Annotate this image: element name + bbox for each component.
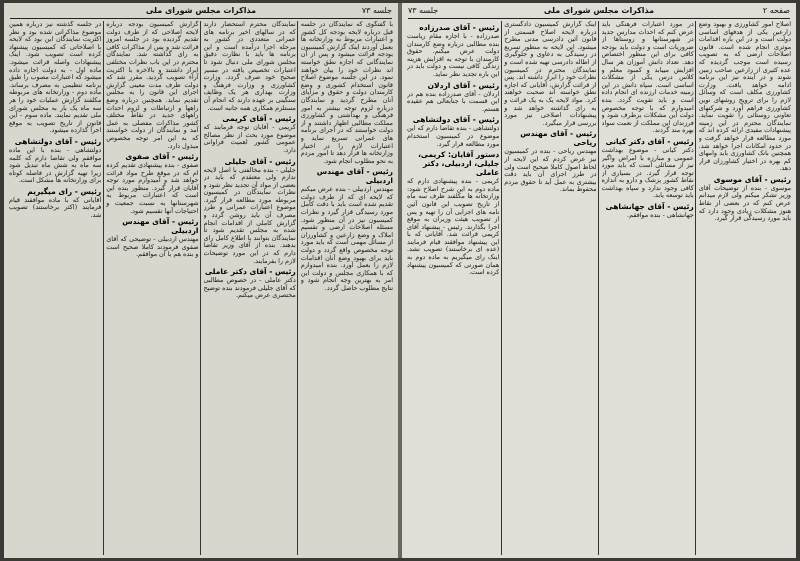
speaker-heading: رئیس - آقای جلیلی (224, 156, 296, 166)
body-paragraph: موسوی - بنده از توضیحات آقای وزیر تشکر میکنم ولی لازم میدانم عرض کنم که در بعضی از نقاط هنوز مشکلات زیادی وجود دارد که باید مورد رسیدگی قرار گیرد. (698, 183, 791, 223)
left-header-page-number: جلسه ۷۳ (361, 6, 392, 15)
right-column-2 (602, 21, 694, 555)
body-paragraph: با گفتگوی که نمایندگان در جلسه قبل درباره لایحه بودجه کل کشور و اعتبارات مربوط به وزارتخانه ها بعمل آوردند اینک گزارش کمیسیون بودجه قرائت میشود و پس از آن نمایندگانی که اجازه نطق خواسته اند نظرات خود را بیان خواهند نمود. در این جلسه موضوع اصلاح قانون استخدام کشوری و وضع کارمندان دولت و حقوق و مزایای آنان مطرح گردید و نمایندگان درباره لزوم توجه بیشتر به امور فرهنگی و بهداشتی و کشاورزی مملکت مطالبی اظهار داشتند و از دولت خواستند که در اجرای برنامه های عمرانی تسریع نماید و اعتبارات لازم را در اختیار وزارتخانه ها قرار دهد تا امور مردم به نحو مطلوب انجام شود. (300, 21, 393, 165)
right-page-columns (407, 21, 791, 555)
column-rule (501, 21, 502, 555)
right-header-session: جلسه ۷۳ (408, 6, 439, 15)
body-paragraph: اینک گزارش کمیسیون دادگستری درباره لایحه اصلاح قسمتی از قانون آئین دادرسی مدنی مطرح میشود. این لایحه به منظور تسریع در رسیدگی به دعاوی و جلوگیری از اطاله دادرسی تهیه شده است و نمایندگان محترم در کمیسیون نظرات خود را ابراز داشته اند. پس از قرائت گزارش، آقایانی که اجازه نطق خواسته اند صحبت خواهند کرد. مواد لایحه یک به یک قرائت و به رای گذاشته خواهد شد و پیشنهادات اصلاحی نیز مورد بررسی قرار میگیرد. (504, 21, 597, 127)
speaker-heading: رئیس - آقای صدرزاده (419, 23, 500, 32)
body-paragraph: نمایندگان محترم استحضار دارند که در سالهای اخیر برنامه های عمرانی متعددی در کشور به مرحله اجرا درآمده است و این برنامه ها باید با نظارت دقیق مجلس شورای ملی دنبال شود تا اعتبارات تخصیص یافته در مسیر صحیح خود صرف گردد. وزارت کشاورزی و وزارت فرهنگ و وزارت بهداری هر یک وظایف سنگینی بر عهده دارند که انجام آن مستلزم همکاری همه جانبه است. (203, 21, 296, 112)
body-paragraph: در جلسه گذشته نیز درباره همین موضوع مذاکراتی شده بود و نظر اکثریت نمایندگان این بود که لایحه با اصلاحاتی که کمیسیون پیشنهاد کرده است تصویب شود. اینک پیشنهادات واصله قرائت میشود. ماده اول - به دولت اجازه داده میشود که اعتبارات مصوب را طبق برنامه تنظیمی به مصرف برساند. ماده دوم - وزارتخانه های مربوطه مکلفند گزارش عملیات خود را هر سه ماه یک بار به مجلس شورای ملی تقدیم نمایند. ماده سوم - این قانون از تاریخ تصویب به موقع اجرا گذارده میشود. (9, 21, 102, 135)
body-paragraph: مهندس ریاحی - بنده در کمیسیون نیز عرض کردم که این لایحه از لحاظ اصول کاملا صحیح است ولی در طرز اجرای آن باید دقت بیشتری به عمل آید تا حقوق مردم محفوظ بماند. (504, 147, 597, 194)
left-header-title: مذاکرات مجلس شورای ملی (145, 6, 257, 15)
column-rule (695, 21, 696, 555)
body-paragraph: صفوی - بنده پیشنهادی تقدیم کرده ام که در موقع طرح مواد قرائت خواهد شد و امیدوارم مورد توجه آقایان قرار گیرد. منظور بنده این است که اعتبارات مربوط به شهرستانها به نسبت جمعیت و احتیاجات آنها تقسیم شود. (106, 161, 199, 215)
speaker-heading: رئیس - آقای دولتشاهی (14, 136, 102, 146)
right-page (402, 3, 796, 558)
body-paragraph: مهندس اردبیلی - بنده عرض میکنم که لایحه ای که از طرف دولت تقدیم شده است باید با دقت کامل مورد رسیدگی قرار گیرد و نظرات کمیسیون نیز در آن منظور شود. مسئله اصلاحات ارضی و تقسیم املاک و وضع زارعین و کشاورزان از مسائل مهمی است که باید مورد توجه مخصوص واقع گردد و دولت باید برای بهبود وضع آنان اقدامات لازم را بعمل آورد. بنده امیدوارم که با همکاری مجلس و دولت این امر به بهترین وجه انجام شود و نتایج مطلوب حاصل گردد. (300, 185, 393, 292)
left-page-header (10, 6, 392, 19)
left-page-columns (9, 21, 393, 555)
left-column-2 (204, 21, 296, 555)
body-paragraph: دولتشاهی - بنده تقاضا دارم که این موضوع در کمیسیون استخدام مورد مطالعه قرار گیرد. (407, 124, 500, 148)
speaker-heading: رئیس - رای میگیریم (27, 186, 102, 196)
body-paragraph: مهندس اردبیلی - توضیحی که آقای صفوی فرمودند کاملا صحیح است و بنده هم با آن موافقم. (106, 235, 199, 259)
left-page (4, 3, 398, 558)
right-column-1 (699, 21, 791, 555)
body-paragraph: جهانشاهی - بنده موافقم. (627, 211, 694, 220)
body-paragraph: اصلاح امور کشاورزی و بهبود وضع زارعین یکی از هدفهای اساسی دولت است و در این باره اقدامات موثری انجام شده است. قانون اصلاحات ارضی که به تصویب رسیده است موجب گردیده که عده کثیری از زارعین صاحب زمین شوند و در آینده نیز این برنامه ادامه خواهد یافت. وزارت کشاورزی مکلف است که وسائل لازم را برای ترویج روشهای نوین کشاورزی فراهم آورد و شرکتهای تعاونی روستائی را تقویت نماید. نمایندگان محترم در این زمینه پیشنهادات مفیدی ارائه کرده اند که مورد مطالعه قرار خواهد گرفت و در حدود امکانات اجرا خواهد شد. همچنین بانک کشاورزی باید وامهای کم بهره در اختیار کشاورزان قرار دهد. (698, 21, 791, 173)
speaker-heading: رئیس - آقای مهندس ریاحی (520, 129, 597, 148)
speaker-heading: رئیس - آقای دکتر کیانی (605, 136, 694, 146)
body-paragraph: صدرزاده - با اجازه مقام ریاست بنده مطالبی درباره وضع کارمندان دولت عرض میکنم. حقوق کارمندان با توجه به افزایش هزینه زندگی کافی نیست و دولت باید در این باره تجدید نظر نماید. (407, 32, 500, 78)
body-paragraph: کریمی - بنده پیشنهادی دارم که ماده دوم به این شرح اصلاح شود: وزارتخانه ها مکلفند ظرف سه ماه از تاریخ تصویب این قانون آئین نامه های اجرایی آن را تهیه و پس از تصویب هیئت وزیران به موقع اجرا بگذارند. رئیس - پیشنهاد آقای کریمی قرائت شد. آقایانی که با این پیشنهاد موافقند قیام فرمایند (عده ای برخاستند) تصویب نشد. اینک رای میگیریم به ماده دوم به همان صورتی که کمیسیون پیشنهاد کرده است. (407, 177, 500, 277)
left-column-1 (301, 21, 393, 555)
body-paragraph: کریمی - آقایان توجه فرمایند که موضوع مورد بحث از نظر مصالح عمومی کشور اهمیت فراوانی دارد. (203, 123, 296, 154)
body-paragraph: اردلان - آقای صدرزاده بنده هم در این قسمت با جنابعالی هم عقیده هستم. (407, 89, 500, 113)
left-column-3 (106, 21, 198, 555)
speaker-heading: رئیس - آقای موسوی (713, 174, 791, 184)
body-paragraph: در مورد اعتبارات فرهنگی باید عرض کنم که احداث مدارس جدید در شهرستانها و روستاها از ضروریات است و دولت باید بودجه کافی برای این منظور اختصاص دهد. تعداد دانش آموزان هر سال افزایش مییابد و کمبود معلم و کلاس درس یکی از مشکلات اساسی است. سپاه دانش در این زمینه خدمات ارزنده ای انجام داده است و باید تقویت گردد. بنده امیدوارم که با توجه مخصوص دولت این مشکلات برطرف شود و فرزندان این مملکت از نعمت سواد بهره مند گردند. (601, 21, 694, 135)
right-page-header (408, 6, 790, 19)
body-paragraph: جلیلی - بنده مخالفتی با اصل لایحه ندارم ولی معتقدم که باید در بعضی از مواد آن تجدید نظر شود و نظرات نمایندگان در کمیسیون مربوطه مورد مطالعه قرار گیرد. موضوع اعتبارات عمرانی و طرز مصرف آن باید روشن گردد و گزارش کاملی از اقدامات انجام شده به مجلس تقدیم شود تا نمایندگان بتوانند با اطلاع کامل رای بدهند. بنده از آقای وزیر تقاضا دارم که در این مورد توضیحات لازم را بفرمایند. (203, 165, 296, 265)
column-rule (598, 21, 599, 555)
column-rule (200, 21, 201, 555)
speaker-heading: رئیس - آقای مهندس اردبیلی (316, 167, 393, 186)
right-column-4 (407, 21, 499, 555)
speaker-heading: رئیس - آقای کریمی (222, 114, 296, 124)
right-header-page-number: صفحه ۲ (762, 6, 790, 15)
body-paragraph: دولتشاهی - بنده با این ماده موافقم ولی تقاضا دارم که کلمه سه ماه به شش ماه تبدیل شود زیرا تهیه گزارش در فاصله کوتاه برای وزارتخانه ها مشکل است. (9, 145, 102, 185)
left-column-4 (9, 21, 101, 555)
right-header-title: مذاکرات مجلس شورای ملی (543, 6, 655, 15)
right-column-3 (504, 21, 596, 555)
body-paragraph: دکتر کیانی - موضوع بهداشت عمومی و مبارزه با امراض واگیر نیز از مسائلی است که باید مورد توجه قرار گیرد. در بسیاری از نقاط کشور پزشک و دارو به اندازه کافی وجود ندارد و سپاه بهداشت باید توسعه یابد. (601, 145, 694, 200)
speaker-heading: رئیس - آقای جهانشاهی (605, 202, 694, 212)
body-paragraph: گزارش کمیسیون بودجه درباره لایحه اصلاحی که از طرف دولت تقدیم گردیده بود در جلسه امروز قرائت شد و پس از مذاکرات کافی به رای گذاشته شد. نمایندگان محترم در این باب نظرات مختلفی ابراز داشتند و بالاخره با اکثریت آراء تصویب گردید. مقرر شد که دولت ظرف مدت معینی گزارش اجرای این قانون را به مجلس تقدیم نماید. همچنین درباره وضع راهها و ارتباطات و لزوم احداث راههای جدید در نقاط مختلف کشور مذاکرات مفصلی به عمل آمد و نمایندگان از دولت خواستند که به این امر توجه مخصوص مبذول دارد. (106, 21, 199, 150)
speaker-heading: رئیس - آقای صفوی (125, 152, 199, 162)
speaker-heading: رئیس - آقای اردلان (427, 80, 500, 90)
speaker-heading: رئیس - آقای دکتر عاملی (205, 267, 296, 277)
speaker-heading: رئیس - آقای مهندس اردبیلی (122, 217, 199, 236)
speaker-heading: دستور آقایان: کریمی، جلیلی، اردبیلی، دکتر عاملی (418, 150, 500, 178)
column-rule (297, 21, 298, 555)
speaker-heading: رئیس - آقای دولتشاهی (412, 115, 500, 125)
body-paragraph: آقایانی که با ماده موافقند قیام فرمایند (اکثر برخاستند) تصویب شد. (9, 195, 102, 220)
newspaper-spread (4, 3, 796, 558)
body-paragraph: دکتر عاملی - در خصوص مطالبی که آقای جلیلی فرمودند بنده توضیح مختصری عرض میکنم. (203, 276, 296, 300)
column-rule (103, 21, 104, 555)
